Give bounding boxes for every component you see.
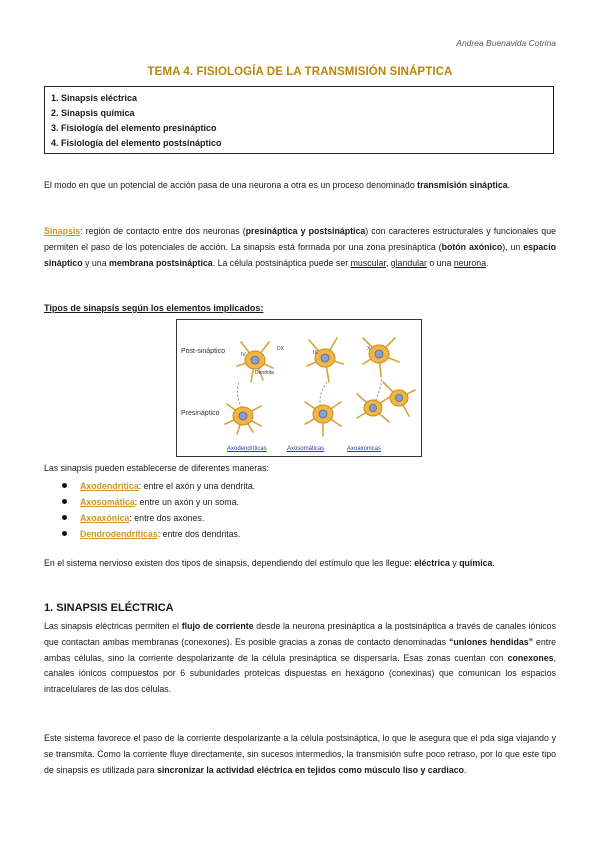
list-item-desc: : entre dos dendritas. xyxy=(157,529,241,539)
ways-intro xyxy=(44,461,556,477)
intro-text: El modo en que un potencial de acción pasa de una neurona a otra es un proceso denominado xyxy=(44,180,418,190)
list-item-term: Axodendrítica xyxy=(80,481,139,491)
bullet-icon xyxy=(62,483,67,488)
synapse-ways-list xyxy=(62,478,255,542)
section-bold: “uniones hendidas” xyxy=(448,636,534,647)
list-item-term: Axosomática xyxy=(80,497,135,507)
definition-text: , xyxy=(385,257,391,268)
toc-item: 3. Fisiología del elemento presináptico xyxy=(51,123,217,133)
definition-bold: espacio sináptico xyxy=(44,241,557,268)
section-heading: 1. SINAPSIS ELÉCTRICA xyxy=(44,602,174,614)
bullet-icon xyxy=(62,499,67,504)
author-name: Andrea Buenavida Cotrina xyxy=(456,38,556,48)
figure-caption-axoaxonic: Axoaxonicas xyxy=(347,446,382,452)
figure-label-presynaptic: Presináptico xyxy=(181,410,220,417)
section-text: Las sinapsis eléctricas permiten el xyxy=(44,621,182,631)
figure-label-dx: DX xyxy=(277,346,284,352)
figure-label-ix: IX xyxy=(313,350,318,356)
figure-label-x: X xyxy=(367,346,371,352)
toc-item: 4. Fisiología del elemento postsináptico xyxy=(51,138,222,148)
table-of-contents xyxy=(44,86,554,154)
definition-bold: botón axónico xyxy=(441,241,503,252)
section-bold: flujo de corriente xyxy=(181,621,254,631)
types-heading: Tipos de sinapsis según los elementos implicados: xyxy=(44,303,264,313)
section-text: , canales iónicos compuestos por 6 subunidades proteicas dispuestas en hexágono (conexinas) que comunican los espacios intracelulares de las dos células. xyxy=(44,652,556,695)
section1-paragraph-2 xyxy=(44,731,556,778)
definition-text: . xyxy=(486,257,489,268)
figure-caption-axosomatic: Axosomáticas xyxy=(287,446,325,452)
definition-text: y una xyxy=(82,257,110,268)
synapse-types-figure xyxy=(176,319,422,457)
list-item-desc: : entre un axón y un soma. xyxy=(134,497,239,507)
intro-term: transmisión sináptica xyxy=(417,180,508,190)
two-types-text: y xyxy=(449,558,460,568)
list-item xyxy=(62,478,255,494)
bullet-icon xyxy=(62,515,67,520)
figure-label-postsynaptic: Post-sináptico xyxy=(181,348,225,355)
figure-label-iv: IV xyxy=(241,352,246,358)
intro-end: . xyxy=(507,180,511,190)
definition-text: . La célula postsináptica puede ser xyxy=(212,257,351,268)
definition-text: : región de contacto entre dos neuronas ( xyxy=(80,226,246,236)
definition-underlined: neurona xyxy=(453,257,487,268)
two-types-bold: química xyxy=(459,558,493,568)
definition-underlined: muscular xyxy=(350,257,386,268)
section-bold: sincronizar la actividad eléctrica en tejidos como músculo liso y cardiaco xyxy=(156,764,464,775)
section-text: Este sistema favorece el paso de la corriente despolarizante a la célula postsináptica, lo que le asegura que el pda siga viajando y se transmita. Como la corriente fluye directamente, sin sucesos intermedios, la transmisión sufre poco retraso, por lo que este tipo de sinapsis es utilizada para xyxy=(44,733,556,775)
two-types-text: En el sistema nervioso existen dos tipos de sinapsis, dependiendo del estímulo que les llegue: xyxy=(44,558,415,568)
list-item xyxy=(62,510,255,526)
definition-bold: presináptica y postsináptica xyxy=(245,226,366,236)
definition-text: ), un xyxy=(502,241,524,252)
list-item xyxy=(62,494,255,510)
definition-text: ) con caracteres estructurales y funcionales que permiten el paso de los potenciales de acción. La sinapsis está formada por una zona presináptica ( xyxy=(44,226,556,252)
definition-paragraph xyxy=(44,224,556,271)
figure-label-dendrita: Dendrita xyxy=(255,370,274,376)
intro-paragraph xyxy=(44,178,556,194)
section-text: desde la neurona presináptica a la postsináptica a través de canales iónicos que contactan ambas membranas (conexones). Es posible gracias a zonas de contacto denominadas xyxy=(44,621,556,647)
definition-bold: membrana postsináptica xyxy=(109,257,213,268)
section-bold: conexones xyxy=(507,652,554,663)
section1-paragraph-1 xyxy=(44,619,556,698)
ways-intro-text: Las sinapsis pueden establecerse de diferentes maneras: xyxy=(44,463,269,473)
list-item xyxy=(62,526,255,542)
definition-text: o una xyxy=(426,257,454,268)
bullet-icon xyxy=(62,531,67,536)
toc-item: 1. Sinapsis eléctrica xyxy=(51,93,138,103)
list-item-desc: : entre el axón y una dendrita. xyxy=(138,481,256,491)
section-text: . xyxy=(464,764,467,775)
page-title: TEMA 4. FISIOLOGÍA DE LA TRANSMISIÓN SINÁPTICA xyxy=(147,66,453,78)
two-types-paragraph xyxy=(44,556,556,572)
figure-caption-axodendritic: Axodendríticas xyxy=(227,446,267,452)
definition-term: Sinapsis xyxy=(44,226,81,236)
two-types-text: . xyxy=(492,558,495,568)
section-text: entre ambas células, sino la corriente despolarizante de la célula presináptica se dispersaría. Esas zonas cuentan con xyxy=(44,636,556,663)
list-item-desc: : entre dos axones. xyxy=(129,513,205,523)
neuron-illustration xyxy=(177,320,421,456)
definition-underlined: glandular xyxy=(390,257,427,268)
list-item-term: Axoaxónica xyxy=(80,513,130,523)
two-types-bold: eléctrica xyxy=(414,558,450,568)
list-item-term: Dendrodendríticas xyxy=(80,529,158,539)
toc-item: 2. Sinapsis química xyxy=(51,108,135,118)
